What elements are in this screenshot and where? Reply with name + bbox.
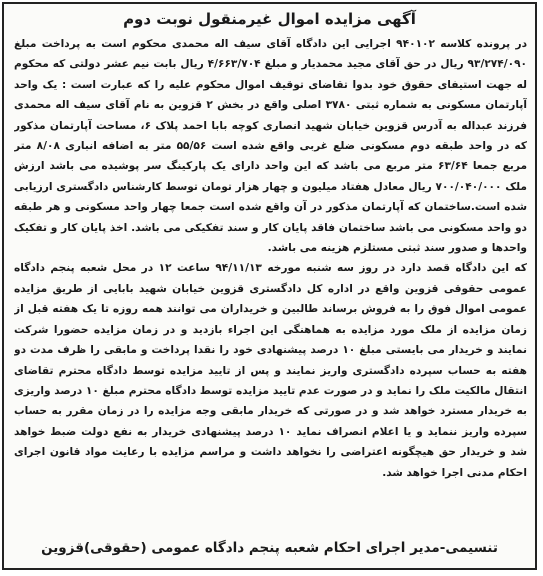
notice-paragraph-1: در پرونده کلاسه ۹۴۰۱۰۲ اجرایی این دادگاه آقای سیف اله محمدی محکوم است به پرداخت مبلغ ۹۳/۲۷۴/۰۹۰ ریال در حق آقای مجید محمدیار و مبلغ ۴/۶۶۳/۷۰۴ ریال بابت نیم عشر دولتی که محکوم له جهت استیفای حقوق خود بدوا تقاضای توقیف اموال محکوم علیه را که عبارت است : یک واحد آپارتمان مسکونی به شماره ثبتی ۳۷۸۰ اصلی واقع در بخش ۲ قزوین به نام آقای سیف اله محمدی فرزند عبداله به آدرس قزوین خیابان شهید انصاری کوچه بابا احمد پلاک ۶، مساحت آپارتمان مذکور که در واحد طبقه دوم مسکونی ضلع غربی واقع شده است ۵۵/۵۶ متر به اضافه انباری ۸/۰۸ متر مربع جمعا ۶۳/۶۴ متر مربع می باشد که این واحد دارای یک پارکینگ سر پوشیده می باشد ارزش ملک ۷۰۰/۰۴۰/۰۰۰ ریال معادل هفتاد میلیون و چهار هزار تومان توسط کارشناس دادگستری ارزیابی شده است.ساختمان که آپارتمان مذکور در آن واقع شده است جمعا چهار واحد مسکونی و هر طبقه دو واحد مسکونی می باشد ساختمان فاقد پایان کار و سند تفکیکی می باشد. اخذ پایان کار و تفکیک واحدها و صدور سند ثبتی مستلزم هزینه می باشد. (14, 38, 527, 255)
notice-signature: تنسیمی-مدیر اجرای احکام شعبه پنجم دادگاه عمومی (حقوقی)قزوین (41, 540, 498, 556)
notice-title: آگهی مزایده اموال غیرمنقول نوبت دوم (123, 10, 416, 28)
notice-paragraph-2: که این دادگاه قصد دارد در روز سه شنبه مورخه ۹۴/۱۱/۱۳ ساعت ۱۲ در محل شعبه پنجم دادگاه عمومی حقوقی قزوین واقع در اداره کل دادگستری قزوین خیابان شهید بابایی از طریق مزایده عمومی اموال فوق را به فروش برساند طالبین و خریداران می توانند همه روزه تا یک هفته قبل از زمان مزایده از ملک مورد مزایده به هماهنگی این اجراء بازدید و در زمان مزایده حضورا شرکت نمایند و خریدار می بایستی مبلغ ۱۰ درصد پیشنهادی خود را نقدا پرداخت و مابقی را ظرف مدت دو هفته به حساب سپرده دادگستری واریز نمایند و پس از تایید مزایده توسط دادگاه محترم تقاضای انتقال مالکیت ملک را نماید و در صورت عدم تایید مزایده توسط دادگاه محترم مبلغ ۱۰ درصد واریزی به خریدار مسترد خواهد شد و در صورتی که خریدار مابقی وجه مزایده را در زمان مقرر به حساب سپرده واریز ننماید و یا اعلام انصراف نماید ۱۰ درصد پیشنهادی خریدار به نفع دولت ضبط خواهد شد و خریدار حق هیچگونه اعتراضی را نخواهد داشت و مراسم مزایده با رعایت مواد قانون اجرای احکام مدنی اجرا خواهد شد. (14, 262, 527, 479)
notice-body (14, 34, 527, 534)
notice-frame (2, 2, 537, 570)
